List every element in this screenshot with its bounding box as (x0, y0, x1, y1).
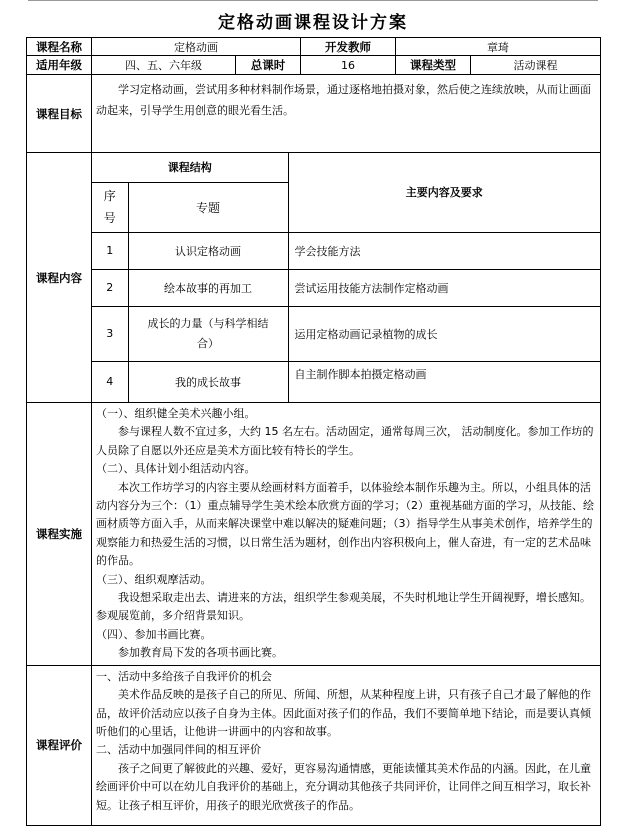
seq-header: 序号 (92, 182, 128, 232)
row-requirement: 学会技能方法 (288, 232, 600, 269)
type-value: 活动课程 (471, 56, 601, 75)
row-topic: 我的成长故事 (128, 361, 288, 402)
info-row-2 (27, 56, 601, 75)
impl-paragraph-1: 参与课程人数不宜过多，大约 15 名左右。活动固定，通常每周三次， 活动制度化。参加工作坊的人员除了自愿以外还应是美术方面比较有特长的学生。 (96, 425, 594, 457)
topic-header: 专题 (128, 182, 288, 232)
row-number: 4 (92, 361, 128, 402)
type-label: 课程类型 (396, 56, 471, 75)
row-requirement: 运用定格动画记录植物的成长 (288, 306, 600, 361)
impl-heading-4: （四）、参加书画比赛。 (96, 627, 212, 641)
info-row-1 (27, 38, 601, 56)
row-requirement: 尝试运用技能方法制作定格动画 (288, 269, 600, 306)
row-topic: 绘本故事的再加工 (128, 269, 288, 306)
implementation-row (27, 403, 601, 666)
row-number: 2 (92, 269, 128, 306)
structure-table (92, 153, 600, 402)
implementation-label: 课程实施 (27, 403, 92, 666)
impl-heading-3: （三）、组织观摩活动。 (96, 572, 212, 586)
eval-heading-1: 一、活动中多给孩子自我评价的机会 (96, 669, 272, 683)
course-name-label: 课程名称 (27, 38, 92, 56)
impl-heading-2: （二）、具体计划小组活动内容。 (96, 462, 256, 476)
top-divider (28, 0, 598, 1)
table-row (92, 306, 600, 361)
evaluation-row (27, 665, 601, 825)
hours-value: 16 (301, 56, 396, 75)
implementation-cell (92, 403, 601, 666)
grade-label: 适用年级 (27, 56, 92, 75)
row-number: 1 (92, 232, 128, 269)
course-plan-table (26, 37, 601, 826)
requirements-header: 主要内容及要求 (288, 153, 600, 232)
row-topic: 认识定格动画 (128, 232, 288, 269)
course-name-value: 定格动画 (92, 38, 301, 56)
structure-header: 课程结构 (92, 153, 288, 182)
table-row (92, 361, 600, 402)
grade-value: 四、五、六年级 (92, 56, 236, 75)
row-requirement: 自主制作脚本拍摄定格动画 (288, 361, 600, 402)
content-label: 课程内容 (27, 153, 92, 403)
evaluation-cell (92, 665, 601, 825)
goal-cell (92, 75, 601, 153)
developer-value: 章琦 (396, 38, 601, 56)
hours-label: 总课时 (236, 56, 301, 75)
content-cell (92, 153, 601, 403)
goal-text: 学习定格动画，尝试用多种材料制作场景，通过逐格地拍摄对象，然后使之连续放映，从而让画面动起来，引导学生用创意的眼光看生活。 (96, 83, 591, 117)
impl-paragraph-4: 参加教育局下发的各项书画比赛。 (118, 646, 283, 660)
table-row (92, 232, 600, 269)
goal-row (27, 75, 601, 153)
content-row (27, 153, 601, 403)
impl-heading-1: （一）、组织健全美术兴趣小组。 (96, 407, 256, 420)
goal-label: 课程目标 (27, 75, 92, 153)
developer-label: 开发教师 (301, 38, 396, 56)
eval-heading-2: 二、活动中加强同伴间的相互评价 (96, 743, 261, 757)
table-row (92, 269, 600, 306)
impl-paragraph-2: 本次工作坊学习的内容主要从绘画材料方面着手，以体验绘本制作乐趣为主。所以，小组具体的活动内容分为三个：（1）重点辅导学生美术绘本欣赏方面的学习；（2）重视基础方面的学习，从技能、绘画材质等方面入手，从而来解决课堂中难以解决的疑难问题；（3）指导学生从事美术创作，培养学生的观察能力和热爱生活的习惯，以日常生活为题材，创作出内容积极向上，催人奋进，有一定的艺术品味的作品。 (96, 480, 594, 568)
row-topic: 成长的力量（与科学相结合） (128, 306, 288, 361)
row-number: 3 (92, 306, 128, 361)
evaluation-label: 课程评价 (27, 665, 92, 825)
eval-paragraph-1: 美术作品反映的是孩子自己的所见、所闻、所想，从某种程度上讲，只有孩子自己才最了解他的作品，故评价活动应以孩子自身为主体。因此面对孩子们的作品，我们不要简单地下结论，而是要认真倾听他们的心里话，让他讲一讲画中的内容和故事。 (96, 688, 591, 738)
eval-paragraph-2: 孩子之间更了解彼此的兴趣、爱好，更容易沟通情感，更能读懂其美术作品的内涵。因此，在儿童绘画评价中可以在幼儿自我评价的基础上，充分调动其他孩子共同评价，让同伴之间互相学习，取长补短。让孩子相互评价，用孩子的眼光欣赏孩子的作品。 (96, 761, 591, 812)
document-title: 定格动画课程设计方案 (218, 13, 408, 33)
impl-paragraph-3: 我设想采取走出去、请进来的方法，组织学生参观美展，不失时机地让学生开阔视野，增长感知。参观展览前，多介绍背景知识。 (96, 591, 591, 623)
